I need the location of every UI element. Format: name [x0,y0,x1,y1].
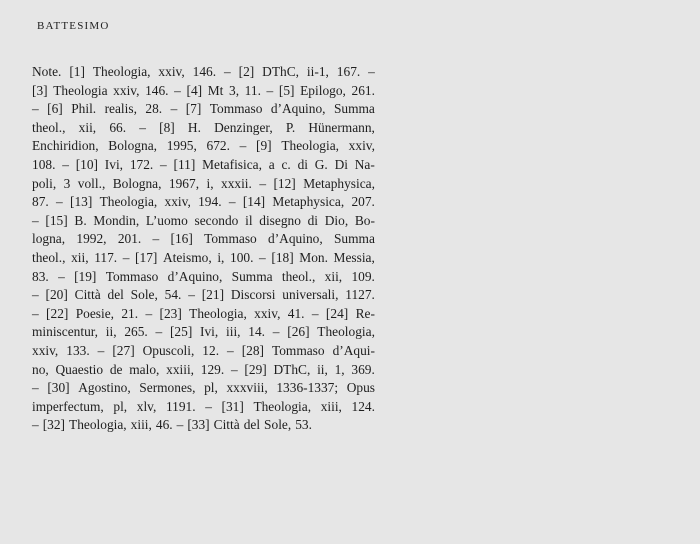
note-word: malo, [129,361,160,377]
note-word: [30] [47,380,70,396]
note-word: – [239,138,247,154]
note-word: theol., [32,119,66,135]
note-word: – [272,324,280,340]
note-word: 1992, [76,231,107,247]
note-word: L’uomo [145,212,188,228]
note-word: Sermones, [139,380,196,396]
note-word: 87. [32,194,49,210]
note-word: [15] [45,212,68,228]
note-word: – [311,305,319,321]
note-word: [7] [185,101,202,117]
note-word: [21] [201,287,225,303]
note-word: – [32,287,39,303]
note-word: 265. [124,324,148,340]
note-word: Summa [333,231,375,247]
note-word: [23] [159,305,182,321]
note-word: – [266,82,274,98]
note-word: [9] [256,138,272,154]
note-word: – [58,268,65,284]
note-line [32,305,375,324]
note-word: 1336-1337; [276,380,339,396]
note-word: H. [187,119,201,135]
note-word: 46. [155,417,173,433]
note-word: xii, [78,119,97,135]
note-word: Na- [354,156,375,172]
note-word: poli, [32,175,57,191]
note-word: Re- [355,305,375,321]
note-word: 109. [351,268,375,284]
note-line [32,119,375,138]
note-word: a [268,156,275,172]
note-word: – [32,101,39,117]
note-word: Tommaso [105,268,159,284]
note-word: [10] [75,156,99,172]
note-word: [32] [42,417,66,433]
note-word: 14. [248,324,266,340]
note-word: 369. [351,361,375,377]
note-word: xxiv, [164,194,191,210]
note-word: Sole, [130,287,158,303]
note-line [32,286,375,305]
note-word: miniscentur, [32,324,99,340]
note-line [32,175,375,194]
note-word: Theologia [53,82,108,98]
note-word: xlv, [136,398,157,414]
note-word: 1127. [345,287,375,303]
note-word: DThC, [273,361,311,377]
note-word: – [122,249,130,265]
note-word: xxiv, [113,82,140,98]
note-word: d’Aqui- [332,342,375,358]
note-word: Theologia, [253,398,312,414]
note-word: – [32,417,39,433]
note-line [32,249,375,268]
note-word: del [243,417,261,433]
note-word: – [368,64,375,79]
note-word: Tommaso [209,101,263,117]
note-word: 83. [32,268,49,284]
note-word: Città [74,287,101,303]
note-word: xxiv, [254,305,281,321]
note-word: [25] [169,324,193,340]
note-word: B. [74,212,87,228]
note-word: [8] [159,119,175,135]
note-word: 12. [202,342,220,358]
note-word: theol., [281,268,316,284]
note-word: Theologia, [189,305,247,321]
note-word: P. [285,119,296,135]
note-word: – [227,342,234,358]
note-word: di [297,156,308,172]
note-word: [22] [46,305,69,321]
note-word: Opuscoli, [142,342,195,358]
note-word: Opus [346,380,375,396]
note-line [32,156,375,175]
note-word: realis, [104,101,137,117]
note-word: – [97,342,105,358]
note-word: Dio, [324,212,349,228]
note-word: Ateismo, [162,249,212,265]
note-line [32,342,375,361]
note-line [32,100,375,119]
note-word: 1191. [165,398,196,414]
note-word: 28. [145,101,163,117]
note-word: 3 [63,175,71,191]
note-line [32,416,375,435]
note-word: [13] [70,194,93,210]
note-word: Bo- [354,212,375,228]
note-line [32,323,375,342]
note-word: [26] [287,324,310,340]
note-word: Mondin, [93,212,140,228]
note-word: [27] [112,342,135,358]
note-word: xxiv, [32,342,59,358]
note-word: Phil. [71,101,97,117]
note-word: no, [32,361,49,377]
note-word: – [228,194,236,210]
note-word: 41. [287,305,305,321]
note-word: – [188,287,195,303]
note-word: Enchiridion, [32,138,99,154]
note-line [32,379,375,398]
note-word: Denzinger, [214,119,273,135]
note-word: 124. [351,398,375,414]
note-word: Di [334,156,348,172]
note-word: Agostino, [78,380,131,396]
note-word: i, [217,249,225,265]
note-word: [1] [69,64,85,79]
note-word: logna, [32,231,66,247]
note-line [32,137,375,156]
note-word: 1995, [166,138,197,154]
note-word: Metafisica, [202,156,262,172]
note-word: ii, [317,361,328,377]
note-word: xii, [324,268,343,284]
note-line [32,361,375,380]
note-word: 207. [351,194,375,210]
note-word: c. [281,156,291,172]
note-word: iii, [226,324,241,340]
note-word: Ivi, [200,324,219,340]
note-word: – [176,417,184,433]
note-word: [3] [32,82,48,98]
note-word: – [152,231,160,247]
note-line [32,82,375,101]
note-word: Theologia, [281,138,339,154]
note-word: – [230,361,238,377]
note-word: Theologia, [99,194,158,210]
note-word: i, [206,175,214,191]
note-word: 167. [336,64,361,79]
note-word: 172. [129,156,154,172]
note-word: – [170,101,178,117]
note-line [32,63,375,82]
note-word: – [139,119,146,135]
note-word: [31] [221,398,244,414]
note-word: ii, [105,324,117,340]
note-word: [6] [47,101,63,117]
note-word: d’Aquino, [167,268,223,284]
note-word: Note. [32,64,62,79]
note-word: Metaphysica, [303,175,375,191]
note-word: Messia, [333,249,375,265]
note-word: Summa [333,101,375,117]
note-word: 201. [117,231,142,247]
note-line [32,268,375,287]
note-word: 100. [230,249,254,265]
note-word: – [62,156,69,172]
note-word: [24] [325,305,349,321]
note-word: – [32,212,39,228]
note-word: pl, [113,398,128,414]
note-word: [2] [238,64,255,79]
note-word: pl, [204,380,218,396]
notes-block [32,63,375,435]
note-word: Discorsi [230,287,276,303]
note-word: Theologia, [92,64,151,79]
note-word: [33] [187,417,210,433]
note-line [32,212,375,231]
note-word: Tommaso [204,231,257,247]
note-word: 146. [145,82,169,98]
note-word: DThC, [262,64,299,79]
note-word: Theologia, [69,417,127,433]
note-word: di [307,212,319,228]
note-word: 21. [121,305,139,321]
note-word: Theologia, [317,324,375,340]
note-word: [11] [173,156,196,172]
note-word: 194. [198,194,222,210]
note-word: 3, [229,82,240,98]
note-line [32,398,375,417]
note-word: 261. [351,82,375,98]
note-line [32,230,375,249]
note-word: [17] [135,249,158,265]
note-word: – [259,175,267,191]
note-word: Epilogo, [300,82,346,98]
note-word: d’Aquino, [270,101,326,117]
note-word: – [174,82,181,98]
note-word: 66. [109,119,127,135]
note-word: xxiii, [166,361,195,377]
note-word: xxiv, [348,138,375,154]
note-word: 108. [32,156,56,172]
note-word: 129. [200,361,225,377]
note-word: Quaestio [55,361,104,377]
note-word: ii-1, [306,64,329,79]
note-word: Città [213,417,240,433]
note-word: [5] [278,82,295,98]
note-word: Sole, [264,417,292,433]
note-word: 1, [334,361,345,377]
note-word: [14] [242,194,266,210]
note-word: 133. [66,342,90,358]
note-word: Poesie, [75,305,115,321]
note-word: 117. [94,249,118,265]
note-word: – [56,194,63,210]
note-word: 11. [244,82,261,98]
note-word: de [109,361,123,377]
note-word: Ivi, [104,156,124,172]
note-word: theol., [32,249,66,265]
note-word: d’Aquino, [268,231,323,247]
note-word: imperfectum, [32,398,104,414]
note-word: Tommaso [271,342,325,358]
note-word: xiii, [320,398,342,414]
note-word: [4] [186,82,203,98]
note-word: – [32,305,39,321]
note-word: G. [314,156,328,172]
note-word: voll., [77,175,106,191]
note-word: [19] [74,268,97,284]
note-word: [20] [45,287,68,303]
note-word: [28] [241,342,264,358]
note-word: – [224,64,231,79]
note-line [32,193,375,212]
note-word: 672. [206,138,230,154]
note-word: – [160,156,167,172]
note-word: il [245,212,253,228]
note-word: 53. [295,417,312,433]
note-word: Mt [207,82,224,98]
note-word: xii, [71,249,89,265]
note-word: Hünermann, [308,119,375,135]
note-word: Bologna, [108,138,157,154]
note-word: – [259,249,266,265]
note-word: [16] [170,231,193,247]
note-word: 54. [164,287,182,303]
note-word: [18] [271,249,294,265]
note-word: Mon. [299,249,328,265]
note-word: xxiv, [158,64,185,79]
note-word: universali, [282,287,339,303]
note-word: del [107,287,124,303]
note-word: secondo [194,212,239,228]
note-word: xxxviii, [226,380,268,396]
note-word: [29] [244,361,267,377]
running-head: BATTESIMO [37,20,110,32]
note-word: Bologna, [112,175,162,191]
note-word: – [155,324,163,340]
note-word: 1967, [168,175,200,191]
note-word: disegno [259,212,301,228]
note-word: Summa [231,268,273,284]
note-word: xxxii. [221,175,252,191]
note-word: [12] [273,175,296,191]
note-word: – [32,380,39,396]
note-word: 146. [192,64,217,79]
note-word: – [145,305,153,321]
note-word: xiii, [130,417,152,433]
note-word: Metaphysica, [272,194,345,210]
note-word: – [205,398,212,414]
